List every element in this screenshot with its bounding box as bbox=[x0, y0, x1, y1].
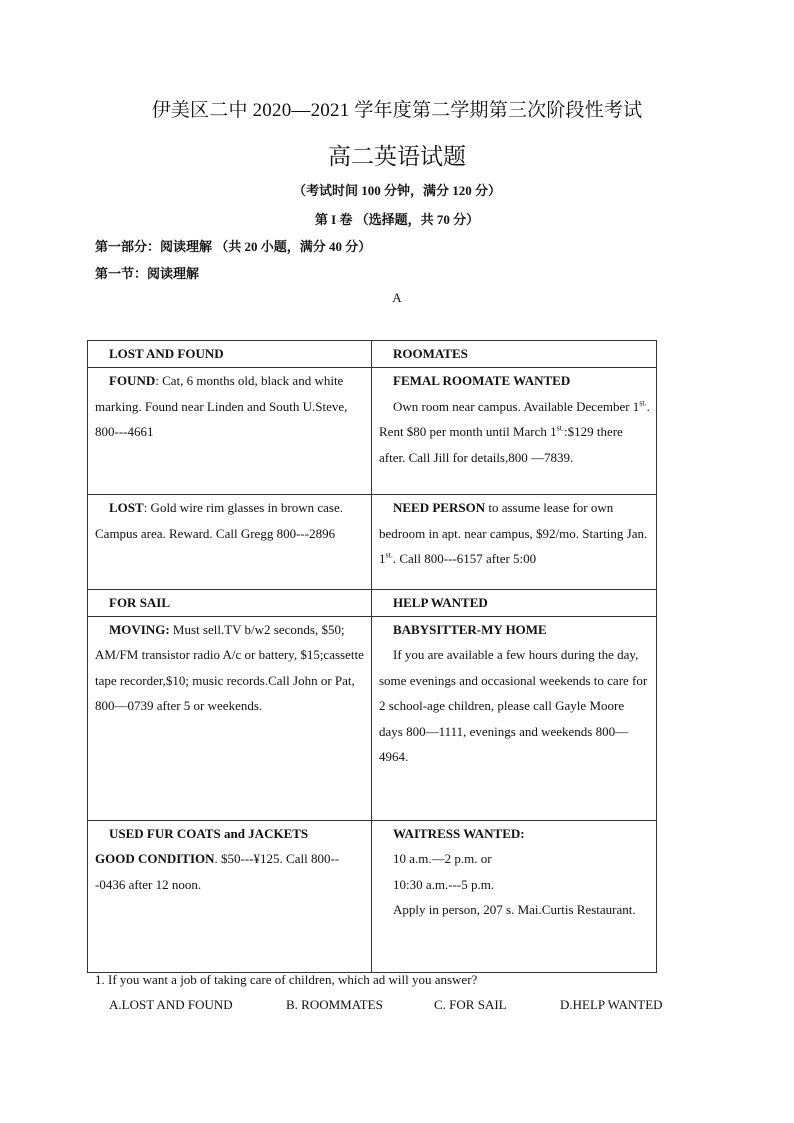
paper-title: 高二英语试题 bbox=[328, 144, 466, 169]
header-lost-and-found: LOST AND FOUND bbox=[88, 341, 372, 368]
lost-ad bbox=[88, 495, 372, 590]
exam-title: 伊美区二中 2020—2021 学年度第二学期第三次阶段性考试 bbox=[151, 100, 643, 121]
option-c[interactable]: C. FOR SAIL bbox=[434, 997, 507, 1012]
need-person-ad: NEED PERSON to assume lease for own bedroom in apt. near campus, $92/mo. Starting Jan. $1^{st.}$. Call 800---6157 after 5:00 bbox=[372, 495, 657, 590]
found-ad bbox=[88, 368, 372, 495]
found-label: FOUND bbox=[109, 373, 156, 388]
passage-label: A bbox=[392, 290, 402, 305]
option-b[interactable]: B. ROOMMATES bbox=[286, 997, 383, 1012]
moving-ad: MOVING: Must sell.TV b/w2 seconds, $50; AM/FM transistor radio A/c or battery, $15;cassette tape recorder,$10; music records.Call John or Pat, 800—0739 after 5 or weekends. bbox=[88, 616, 372, 820]
volume-heading: 第 I 卷 （选择题，共 70 分） bbox=[314, 212, 480, 227]
lost-text: : Gold wire rim glasses in brown case. Campus area. Reward. Call Gregg 800---2896 bbox=[95, 500, 343, 541]
waitress-ad: WAITRESS WANTED: 10 a.m.—2 p.m. or 10:30 a.m.---5 p.m. Apply in person, 207 s. Mai.Curtis Restaurant. bbox=[372, 820, 657, 972]
female-roommate-ad: FEMAL ROOMATE WANTED Own room near campus. Available December $1^{st.}$. Rent $80 per month until March $1^{st.}:\$129$ there after. Call Jill for details,800 —7839. bbox=[372, 368, 657, 495]
ads-table bbox=[87, 340, 657, 973]
lost-label: LOST bbox=[109, 500, 144, 515]
fur-coats-ad: USED FUR COATS and JACKETS GOOD CONDITION. $50---¥125. Call 800---0436 after 12 noon. bbox=[88, 820, 372, 972]
question-1-options bbox=[109, 997, 663, 1013]
header-roommates: ROOMATES bbox=[372, 341, 657, 368]
header-help-wanted: HELP WANTED bbox=[372, 590, 657, 617]
header-for-sail: FOR SAIL bbox=[88, 590, 372, 617]
part-heading: 第一部分：阅读理解 （共 20 小题，满分 40 分） bbox=[95, 239, 372, 254]
babysitter-ad: BABYSITTER-MY HOME If you are available a few hours during the day, some evenings and occasional weekends to care for 2 school-age children, please call Gayle Moore days 800—1111, evenings and weekends 800—4964. bbox=[372, 616, 657, 820]
option-a[interactable]: A.LOST AND FOUND bbox=[109, 997, 233, 1012]
exam-info: （考试时间 100 分钟，满分 120 分） bbox=[292, 183, 501, 198]
option-d[interactable]: D.HELP WANTED bbox=[560, 997, 663, 1012]
found-text: : Cat, 6 months old, black and white marking. Found near Linden and South U.Steve, 800---4661 bbox=[95, 373, 348, 439]
section-heading: 第一节：阅读理解 bbox=[95, 266, 200, 281]
question-1: 1. If you want a job of taking care of children, which ad will you answer? bbox=[95, 972, 478, 987]
